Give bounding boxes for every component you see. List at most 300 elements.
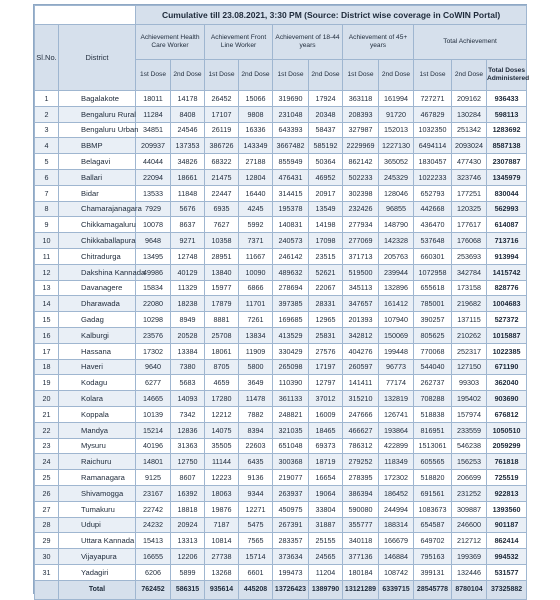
dose1-header: 1st Dose	[205, 60, 239, 91]
row-district-cell: Bagalakote	[59, 91, 136, 107]
age45plus-dose1-cell: 277934	[343, 217, 379, 233]
hcw-dose2-cell: 18818	[171, 501, 205, 517]
row-slno-cell: 18	[35, 359, 59, 375]
total-dose1-cell: 537648	[414, 233, 452, 249]
age45plus-dose1-cell: 466627	[343, 422, 379, 438]
hcw-dose2-cell: 18661	[171, 169, 205, 185]
age45plus-dose1-cell: 590080	[343, 501, 379, 517]
row-slno-cell: 22	[35, 422, 59, 438]
total-dose1-cell: 1513061	[414, 438, 452, 454]
age45plus-dose2-cell: 193864	[379, 422, 414, 438]
table-row	[35, 454, 527, 470]
age45plus-dose2-cell: 172302	[379, 470, 414, 486]
total-doses-cell: 676812	[487, 406, 527, 422]
hcw-dose2-cell: 9271	[171, 233, 205, 249]
row-slno-cell: 12	[35, 264, 59, 280]
row-district-cell: Raichuru	[59, 454, 136, 470]
hcw-dose1-cell: 6206	[136, 564, 171, 580]
total-dose2-cell: 209162	[452, 91, 487, 107]
age45plus-dose1-cell: 247666	[343, 406, 379, 422]
hcw-dose2-cell: 12206	[171, 549, 205, 565]
total-dose2-cell: 246600	[452, 517, 487, 533]
slno-header: Sl.No.	[35, 25, 59, 91]
total-doses-cell: 713716	[487, 233, 527, 249]
hcw-dose1-cell: 15413	[136, 533, 171, 549]
table-body	[35, 91, 527, 581]
total-doses-cell: 527372	[487, 312, 527, 328]
total-doses-cell: 1015887	[487, 327, 527, 343]
hcw-dose1-cell: 15834	[136, 280, 171, 296]
row-slno-cell: 17	[35, 343, 59, 359]
row-slno-cell: 30	[35, 549, 59, 565]
table-row	[35, 91, 527, 107]
age18-44-dose1-cell: 265098	[273, 359, 309, 375]
row-district-cell: Davanagere	[59, 280, 136, 296]
flw-dose1-cell: 22447	[205, 185, 239, 201]
total-doses-cell: 830044	[487, 185, 527, 201]
total-doses-total-cell: 37325882	[487, 580, 527, 599]
hcw-dose2-cell: 40129	[171, 264, 205, 280]
age45plus-dose1-cell: 232426	[343, 201, 379, 217]
dose1-header: 1st Dose	[136, 60, 171, 91]
total-doses-cell: 725519	[487, 470, 527, 486]
age18-44-dose2-cell: 16654	[309, 470, 343, 486]
row-slno-cell: 8	[35, 201, 59, 217]
row-slno-cell: 4	[35, 138, 59, 154]
row-slno-cell: 19	[35, 375, 59, 391]
age45plus-dose1-cell: 345113	[343, 280, 379, 296]
total-dose2-cell: 309887	[452, 501, 487, 517]
group-header-flw: Achievement Front Line Worker	[205, 25, 273, 60]
flw-dose1-cell: 18061	[205, 343, 239, 359]
row-district-cell: Mandya	[59, 422, 136, 438]
age18-44-dose1-cell: 278694	[273, 280, 309, 296]
flw-dose1-cell: 13840	[205, 264, 239, 280]
age45plus-dose2-cell: 244994	[379, 501, 414, 517]
flw-dose2-cell: 11478	[239, 391, 273, 407]
age18-44-dose1-cell: 314415	[273, 185, 309, 201]
total-dose1-cell: 649702	[414, 533, 452, 549]
row-district-cell: Gadag	[59, 312, 136, 328]
age18-44-dose2-cell: 31887	[309, 517, 343, 533]
total-dose1-cell: 816951	[414, 422, 452, 438]
total-dose1-cell: 467829	[414, 106, 452, 122]
age45plus-dose2-cell: 161994	[379, 91, 414, 107]
hcw-dose2-cell: 5899	[171, 564, 205, 580]
age45plus-dose1-cell: 279252	[343, 454, 379, 470]
hcw-dose2-cell: 18238	[171, 296, 205, 312]
row-district-cell: Koppala	[59, 406, 136, 422]
total-doses-cell: 994532	[487, 549, 527, 565]
table-row	[35, 327, 527, 343]
age18-44-dose2-cell: 50364	[309, 154, 343, 170]
total-dose1-cell: 652793	[414, 185, 452, 201]
age45plus-dose2-cell: 161412	[379, 296, 414, 312]
age45plus-dose2-cell: 166679	[379, 533, 414, 549]
age18-44-dose2-cell: 12797	[309, 375, 343, 391]
flw-dose1-cell: 28951	[205, 248, 239, 264]
hcw-dose2-cell: 11848	[171, 185, 205, 201]
row-slno-cell: 3	[35, 122, 59, 138]
age45plus-dose2-cell: 422899	[379, 438, 414, 454]
row-district-cell: Bidar	[59, 185, 136, 201]
row-slno-cell: 26	[35, 485, 59, 501]
hcw-dose1-cell: 9648	[136, 233, 171, 249]
flw-dose1-cell: 68322	[205, 154, 239, 170]
total-doses-cell: 1004683	[487, 296, 527, 312]
flw-dose1-cell: 25708	[205, 327, 239, 343]
age18-44-dose2-cell: 14198	[309, 217, 343, 233]
row-slno-cell: 28	[35, 517, 59, 533]
hcw-dose2-cell: 31363	[171, 438, 205, 454]
total-dose1-cell: 518820	[414, 470, 452, 486]
total-dose1-cell: 655618	[414, 280, 452, 296]
age45plus-dose1-cell: 342812	[343, 327, 379, 343]
total-dose2-cell: 231252	[452, 485, 487, 501]
flw-dose1-total-cell: 935614	[205, 580, 239, 599]
age45plus-dose2-cell: 148790	[379, 217, 414, 233]
row-slno-cell: 1	[35, 91, 59, 107]
flw-dose1-cell: 12212	[205, 406, 239, 422]
row-slno-cell: 13	[35, 280, 59, 296]
total-dose1-cell: 6494114	[414, 138, 452, 154]
flw-dose1-cell: 17107	[205, 106, 239, 122]
age45plus-dose1-cell: 208393	[343, 106, 379, 122]
table-row	[35, 533, 527, 549]
hcw-dose2-cell: 5683	[171, 375, 205, 391]
dose1-header: 1st Dose	[343, 60, 379, 91]
age45plus-dose1-cell: 327987	[343, 122, 379, 138]
age45plus-dose1-cell: 355777	[343, 517, 379, 533]
age18-44-dose1-cell: 219077	[273, 470, 309, 486]
row-slno-cell: 25	[35, 470, 59, 486]
age45plus-dose2-cell: 186452	[379, 485, 414, 501]
flw-dose2-cell: 7565	[239, 533, 273, 549]
age18-44-dose2-cell: 22067	[309, 280, 343, 296]
table-row	[35, 154, 527, 170]
total-dose1-cell: 390257	[414, 312, 452, 328]
flw-dose1-cell: 17879	[205, 296, 239, 312]
age18-44-dose1-cell: 199473	[273, 564, 309, 580]
dose1-header: 1st Dose	[273, 60, 309, 91]
age18-44-dose1-cell: 361133	[273, 391, 309, 407]
age18-44-dose1-cell: 643393	[273, 122, 309, 138]
hcw-dose1-cell: 10078	[136, 217, 171, 233]
age18-44-dose1-cell: 263937	[273, 485, 309, 501]
total-dose2-cell: 177251	[452, 185, 487, 201]
table-row	[35, 359, 527, 375]
hcw-dose1-cell: 6277	[136, 375, 171, 391]
table-row	[35, 122, 527, 138]
flw-dose2-cell: 11909	[239, 343, 273, 359]
row-slno-cell: 14	[35, 296, 59, 312]
age45plus-dose1-cell: 277069	[343, 233, 379, 249]
total-dose2-cell: 173158	[452, 280, 487, 296]
total-dose2-cell: 253693	[452, 248, 487, 264]
age45plus-dose2-cell: 146884	[379, 549, 414, 565]
flw-dose2-cell: 8394	[239, 422, 273, 438]
hcw-dose2-cell: 20528	[171, 327, 205, 343]
total-doses-cell: 1050510	[487, 422, 527, 438]
age18-44-dose2-cell: 58437	[309, 122, 343, 138]
age45plus-dose1-cell: 786312	[343, 438, 379, 454]
age45plus-dose2-cell: 205763	[379, 248, 414, 264]
row-district-cell: Chikkamagaluru	[59, 217, 136, 233]
group-header-18-44: Achievement of 18-44 years	[273, 25, 343, 60]
row-slno-cell: 9	[35, 217, 59, 233]
flw-dose1-cell: 27738	[205, 549, 239, 565]
hcw-dose1-cell: 44044	[136, 154, 171, 170]
row-slno-cell: 11	[35, 248, 59, 264]
row-slno-cell: 27	[35, 501, 59, 517]
row-district-cell: Kalburgi	[59, 327, 136, 343]
flw-dose1-cell: 26119	[205, 122, 239, 138]
total-dose1-cell: 436470	[414, 217, 452, 233]
total-doses-header: Total Doses Administered	[487, 60, 527, 91]
age18-44-dose2-cell: 25155	[309, 533, 343, 549]
age18-44-dose2-cell: 28331	[309, 296, 343, 312]
age18-44-dose2-cell: 69373	[309, 438, 343, 454]
total-dose2-cell: 177617	[452, 217, 487, 233]
hcw-dose1-cell: 14665	[136, 391, 171, 407]
age45plus-dose1-cell: 502233	[343, 169, 379, 185]
vaccination-table	[34, 5, 530, 600]
age45plus-dose2-cell: 118349	[379, 454, 414, 470]
row-district-cell: Yadagiri	[59, 564, 136, 580]
age45plus-dose1-cell: 363118	[343, 91, 379, 107]
total-doses-cell: 614087	[487, 217, 527, 233]
age45plus-dose2-cell: 77174	[379, 375, 414, 391]
row-slno-cell: 6	[35, 169, 59, 185]
flw-dose1-cell: 8881	[205, 312, 239, 328]
total-doses-cell: 671190	[487, 359, 527, 375]
table-row	[35, 201, 527, 217]
hcw-dose2-cell: 12748	[171, 248, 205, 264]
total-doses-cell: 862414	[487, 533, 527, 549]
row-slno-cell: 20	[35, 391, 59, 407]
hcw-dose2-cell: 8637	[171, 217, 205, 233]
hcw-dose1-cell: 40196	[136, 438, 171, 454]
table-row	[35, 106, 527, 122]
table-row	[35, 248, 527, 264]
total-dose1-cell: 442668	[414, 201, 452, 217]
age45plus-dose2-cell: 1227130	[379, 138, 414, 154]
dose2-header: 2nd Dose	[452, 60, 487, 91]
hcw-dose1-cell: 49986	[136, 264, 171, 280]
age18-44-dose1-cell: 283357	[273, 533, 309, 549]
age18-44-dose2-cell: 18719	[309, 454, 343, 470]
row-district-cell: Dakshina Kannada	[59, 264, 136, 280]
hcw-dose2-cell: 8607	[171, 470, 205, 486]
dose2-header: 2nd Dose	[171, 60, 205, 91]
table-row	[35, 470, 527, 486]
flw-dose2-cell: 22603	[239, 438, 273, 454]
title-spacer	[35, 6, 136, 25]
row-district-cell: Chitradurga	[59, 248, 136, 264]
dose2-header: 2nd Dose	[309, 60, 343, 91]
age45plus-dose2-cell: 126741	[379, 406, 414, 422]
total-dose2-cell: 342784	[452, 264, 487, 280]
age18-44-dose1-cell: 110390	[273, 375, 309, 391]
total-doses-cell: 2059299	[487, 438, 527, 454]
hcw-dose1-cell: 24232	[136, 517, 171, 533]
age18-44-dose2-cell: 33804	[309, 501, 343, 517]
table-row	[35, 391, 527, 407]
flw-dose1-cell: 18063	[205, 485, 239, 501]
age18-44-dose1-cell: 240573	[273, 233, 309, 249]
age18-44-dose1-cell: 397385	[273, 296, 309, 312]
total-dose2-cell: 120325	[452, 201, 487, 217]
hcw-dose2-cell: 14093	[171, 391, 205, 407]
age18-44-dose1-cell: 140831	[273, 217, 309, 233]
flw-dose1-cell: 386726	[205, 138, 239, 154]
total-spacer	[35, 580, 59, 599]
age18-44-dose2-cell: 27576	[309, 343, 343, 359]
age45plus-dose1-cell: 201393	[343, 312, 379, 328]
total-dose1-cell: 544040	[414, 359, 452, 375]
hcw-dose1-cell: 22742	[136, 501, 171, 517]
row-district-cell: BBMP	[59, 138, 136, 154]
hcw-dose2-cell: 12750	[171, 454, 205, 470]
age45plus-dose2-cell: 188314	[379, 517, 414, 533]
hcw-dose2-cell: 24546	[171, 122, 205, 138]
total-dose2-cell: 210262	[452, 327, 487, 343]
total-dose1-cell: 654587	[414, 517, 452, 533]
hcw-dose1-cell: 34851	[136, 122, 171, 138]
total-dose2-cell: 195402	[452, 391, 487, 407]
hcw-dose2-cell: 7342	[171, 406, 205, 422]
age18-44-dose2-cell: 16009	[309, 406, 343, 422]
table-row	[35, 138, 527, 154]
age18-44-dose2-cell: 18465	[309, 422, 343, 438]
dose2-header: 2nd Dose	[239, 60, 273, 91]
flw-dose2-cell: 3649	[239, 375, 273, 391]
total-dose1-cell: 795163	[414, 549, 452, 565]
total-dose1-cell: 1830457	[414, 154, 452, 170]
flw-dose1-cell: 21475	[205, 169, 239, 185]
age18-44-dose1-cell: 248821	[273, 406, 309, 422]
age45plus-dose2-cell: 150069	[379, 327, 414, 343]
flw-dose1-cell: 12223	[205, 470, 239, 486]
row-slno-cell: 2	[35, 106, 59, 122]
flw-dose2-cell: 11667	[239, 248, 273, 264]
age45plus-dose1-cell: 404276	[343, 343, 379, 359]
vaccination-table-frame	[33, 4, 530, 594]
table-row	[35, 375, 527, 391]
total-doses-cell: 1283692	[487, 122, 527, 138]
row-slno-cell: 15	[35, 312, 59, 328]
group-header-45plus: Achievement of 45+ years	[343, 25, 414, 60]
age45plus-dose2-cell: 199448	[379, 343, 414, 359]
total-dose2-cell: 546238	[452, 438, 487, 454]
flw-dose2-cell: 16336	[239, 122, 273, 138]
flw-dose2-cell: 9136	[239, 470, 273, 486]
total-doses-cell: 1393560	[487, 501, 527, 517]
flw-dose1-cell: 11144	[205, 454, 239, 470]
table-row	[35, 549, 527, 565]
age45plus-dose2-cell: 132819	[379, 391, 414, 407]
age18-44-dose2-cell: 11204	[309, 564, 343, 580]
total-doses-cell: 362040	[487, 375, 527, 391]
hcw-dose2-cell: 20924	[171, 517, 205, 533]
row-district-cell: Uttara Kannada	[59, 533, 136, 549]
row-slno-cell: 10	[35, 233, 59, 249]
row-slno-cell: 21	[35, 406, 59, 422]
total-dose2-cell: 99303	[452, 375, 487, 391]
hcw-dose2-cell: 13313	[171, 533, 205, 549]
age18-44-dose2-cell: 24565	[309, 549, 343, 565]
flw-dose1-cell: 17280	[205, 391, 239, 407]
flw-dose2-cell: 10090	[239, 264, 273, 280]
total-dose1-cell: 399131	[414, 564, 452, 580]
total-dose2-cell: 199369	[452, 549, 487, 565]
total-doses-cell: 903690	[487, 391, 527, 407]
total-dose2-cell: 252317	[452, 343, 487, 359]
total-dose1-cell: 660301	[414, 248, 452, 264]
total-doses-cell: 936433	[487, 91, 527, 107]
total-doses-cell: 8587138	[487, 138, 527, 154]
row-district-cell: Kodagu	[59, 375, 136, 391]
hcw-dose1-total-cell: 762452	[136, 580, 171, 599]
hcw-dose1-cell: 23576	[136, 327, 171, 343]
total-dose2-cell: 219682	[452, 296, 487, 312]
hcw-dose2-cell: 7380	[171, 359, 205, 375]
flw-dose2-cell: 6435	[239, 454, 273, 470]
row-district-cell: Bengaluru Rural	[59, 106, 136, 122]
age45plus-dose2-cell: 108742	[379, 564, 414, 580]
age45plus-dose2-cell: 152013	[379, 122, 414, 138]
age45plus-dose2-cell: 128046	[379, 185, 414, 201]
total-label: Total	[59, 580, 136, 599]
total-dose2-cell: 251342	[452, 122, 487, 138]
hcw-dose1-cell: 10139	[136, 406, 171, 422]
age45plus-dose1-cell: 278395	[343, 470, 379, 486]
dose1-header: 1st Dose	[414, 60, 452, 91]
age18-44-dose1-cell: 195378	[273, 201, 309, 217]
flw-dose2-cell: 4245	[239, 201, 273, 217]
table-row	[35, 406, 527, 422]
age18-44-dose1-cell: 476431	[273, 169, 309, 185]
age45plus-dose2-total-cell: 6339715	[379, 580, 414, 599]
table-row	[35, 422, 527, 438]
total-dose2-cell: 2093024	[452, 138, 487, 154]
total-doses-cell: 761818	[487, 454, 527, 470]
table-row	[35, 501, 527, 517]
flw-dose1-cell: 8705	[205, 359, 239, 375]
table-row	[35, 296, 527, 312]
total-dose2-cell: 212712	[452, 533, 487, 549]
age45plus-dose1-cell: 302398	[343, 185, 379, 201]
age18-44-dose1-cell: 413529	[273, 327, 309, 343]
row-slno-cell: 5	[35, 154, 59, 170]
age45plus-dose1-cell: 340118	[343, 533, 379, 549]
total-dose1-cell: 691561	[414, 485, 452, 501]
row-district-cell: Ramanagara	[59, 470, 136, 486]
total-dose1-cell: 1032350	[414, 122, 452, 138]
age18-44-dose1-cell: 489632	[273, 264, 309, 280]
age45plus-dose1-cell: 347657	[343, 296, 379, 312]
flw-dose1-cell: 10358	[205, 233, 239, 249]
age18-44-dose1-cell: 321035	[273, 422, 309, 438]
age18-44-dose2-cell: 19064	[309, 485, 343, 501]
age18-44-dose1-cell: 373634	[273, 549, 309, 565]
total-dose1-cell: 770068	[414, 343, 452, 359]
age45plus-dose2-cell: 96855	[379, 201, 414, 217]
hcw-dose2-cell: 137353	[171, 138, 205, 154]
hcw-dose1-cell: 13533	[136, 185, 171, 201]
total-dose2-cell: 176068	[452, 233, 487, 249]
age18-44-dose1-cell: 855949	[273, 154, 309, 170]
